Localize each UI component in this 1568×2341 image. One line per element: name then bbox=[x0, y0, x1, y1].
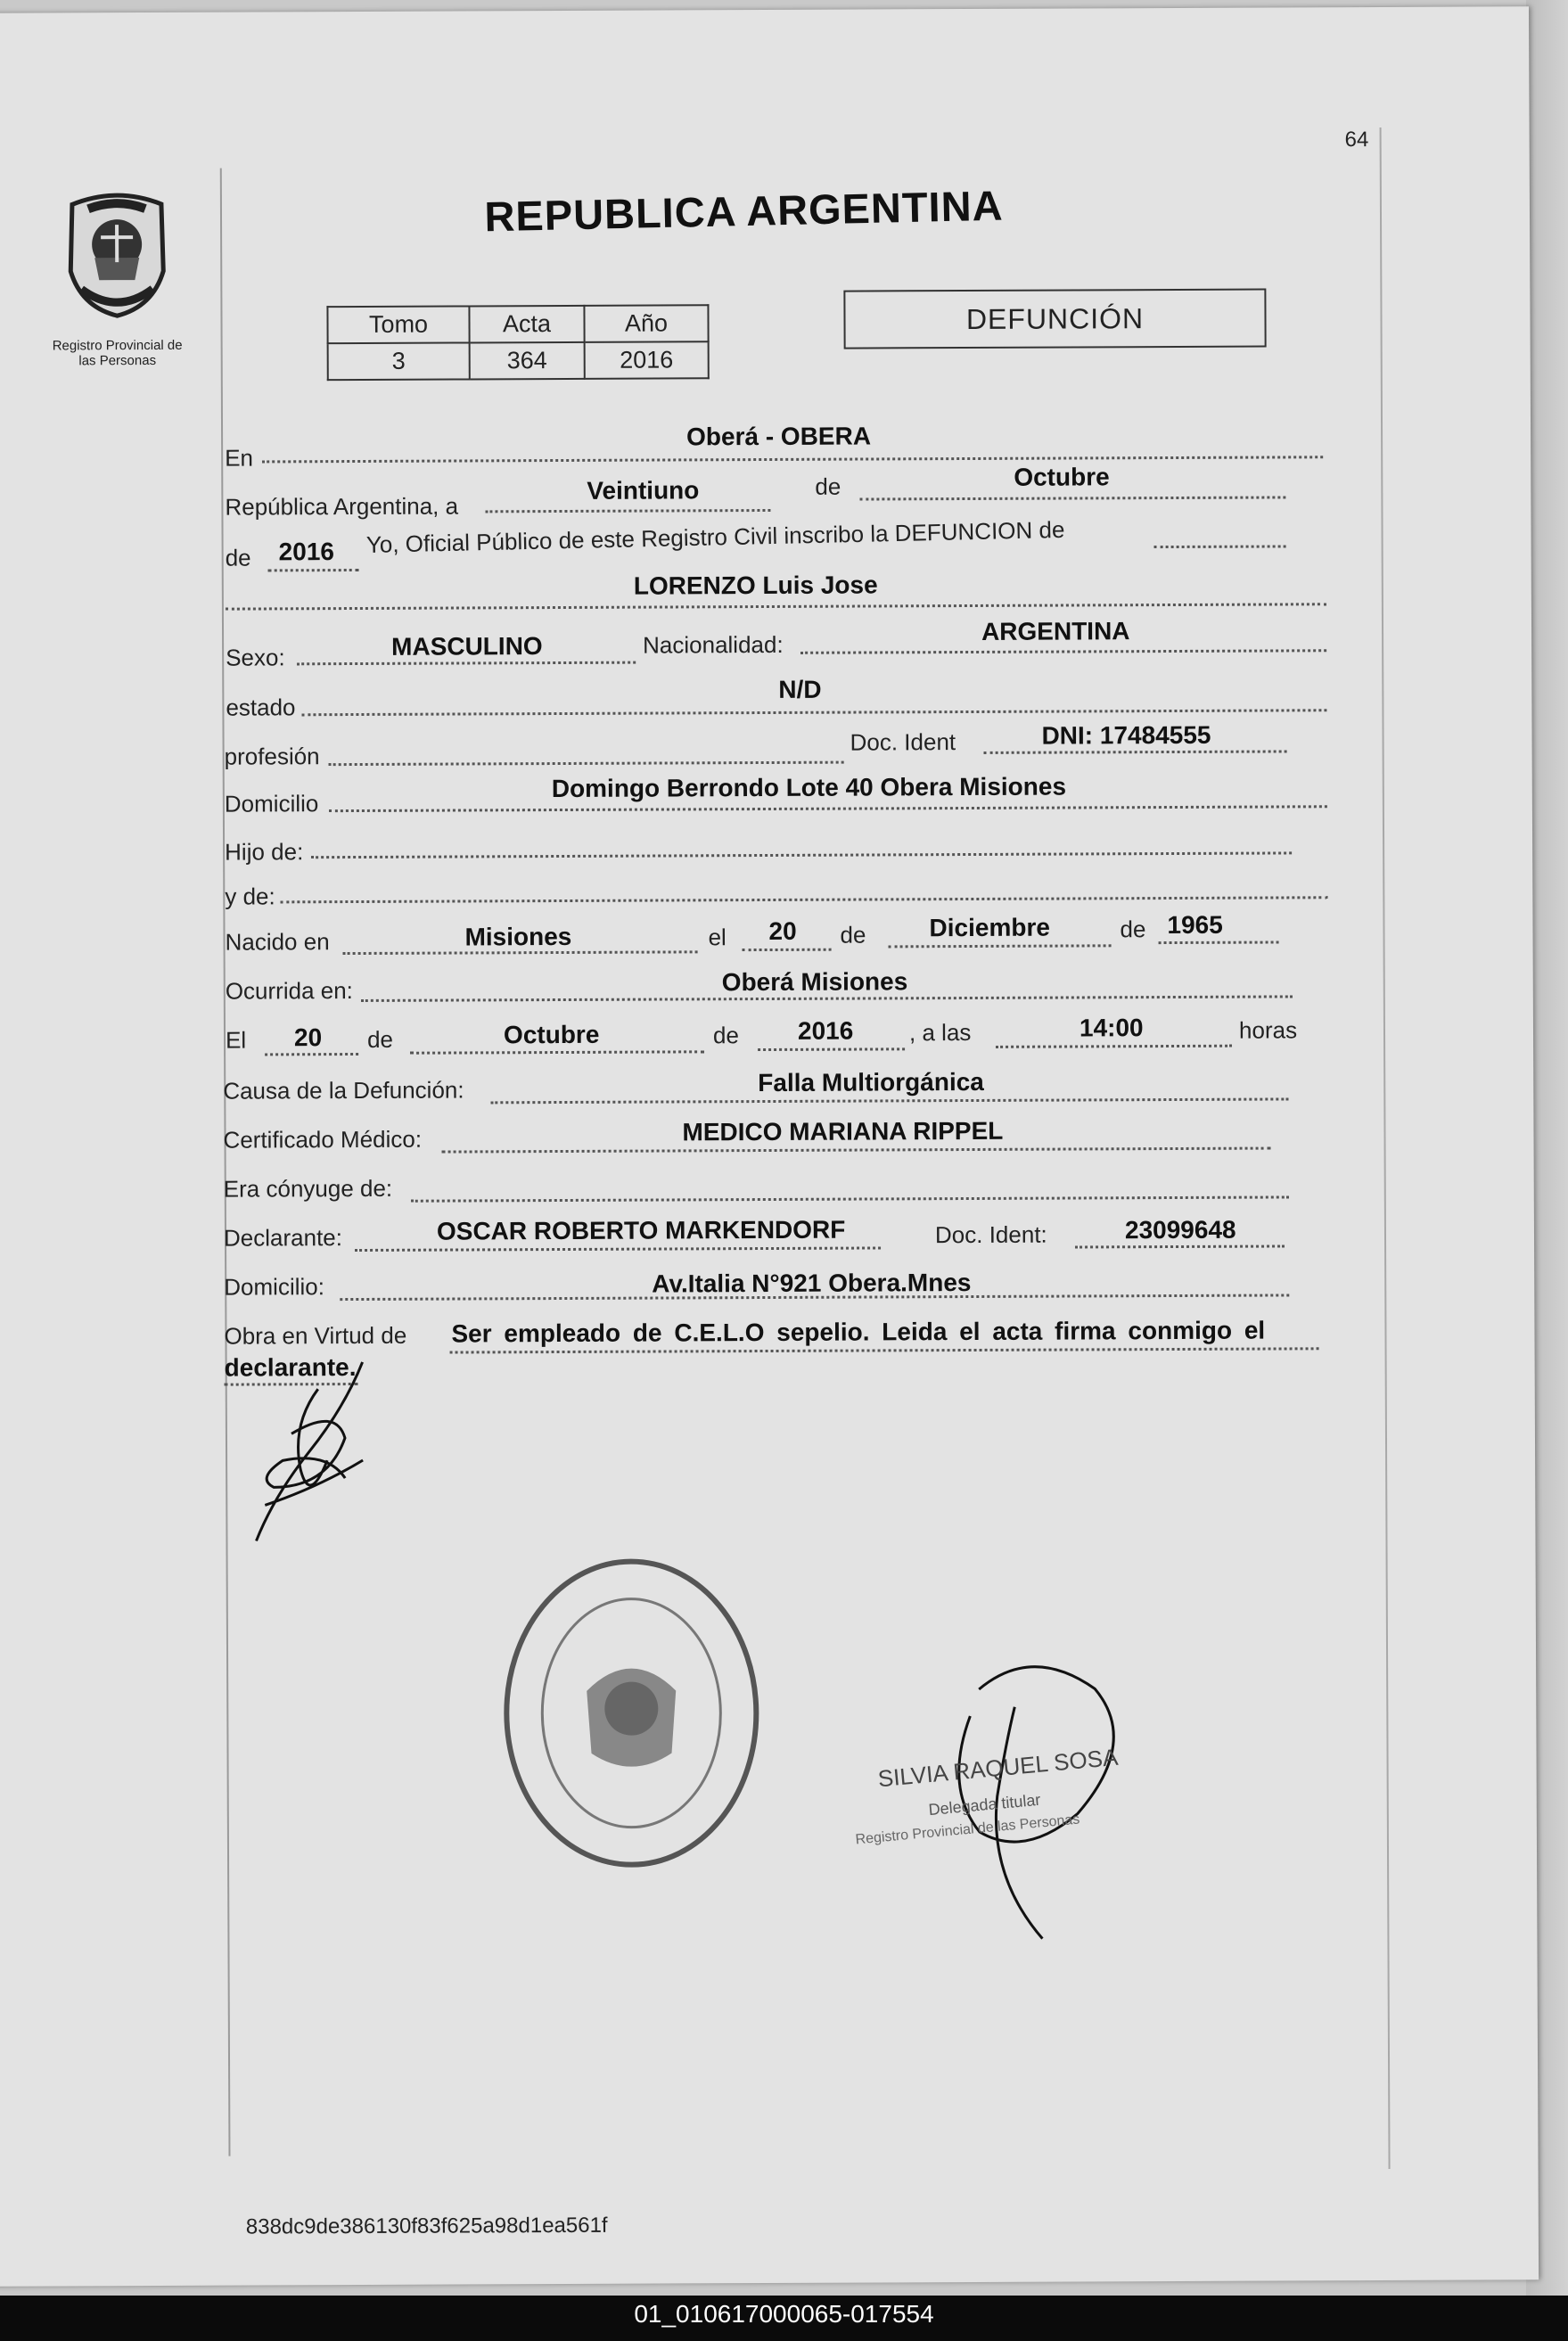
dotted-line bbox=[859, 496, 1285, 500]
by-virtue-line1: Ser empleado de C.E.L.O sepelio. Leida el acta firma conmigo el bbox=[451, 1316, 1266, 1348]
declarant-doc-value: 23099648 bbox=[1124, 1215, 1236, 1244]
label-certificado: Certificado Médico: bbox=[223, 1125, 423, 1154]
death-day-value: 20 bbox=[293, 1023, 323, 1052]
page-title: REPUBLICA ARGENTINA bbox=[483, 181, 1005, 241]
table-header-ano: Año bbox=[584, 305, 708, 342]
dotted-line bbox=[1075, 1244, 1285, 1248]
label-el-death: El bbox=[225, 1026, 247, 1054]
register-table-row bbox=[328, 341, 709, 380]
label-de-birth-2: de bbox=[1120, 916, 1146, 943]
day-words-value: Veintiuno bbox=[587, 476, 700, 505]
label-republica: República Argentina, a bbox=[225, 492, 459, 521]
dotted-line bbox=[889, 944, 1112, 948]
label-de-death-1: de bbox=[366, 1025, 394, 1053]
dotted-line bbox=[450, 1347, 1319, 1353]
deceased-name: LORENZO Luis Jose bbox=[633, 571, 878, 600]
label-a-las: , a las bbox=[908, 1018, 972, 1047]
label-de-birth-1: de bbox=[840, 921, 866, 949]
label-doc-ident-declarant: Doc. Ident: bbox=[934, 1220, 1047, 1249]
right-frame-line bbox=[1380, 127, 1391, 2169]
dotted-line bbox=[268, 569, 359, 571]
declarant-value: OSCAR ROBERTO MARKENDORF bbox=[436, 1215, 846, 1245]
death-year-value: 2016 bbox=[797, 1016, 854, 1045]
seal-icon bbox=[488, 1548, 776, 1878]
dotted-line bbox=[311, 851, 1292, 858]
label-sexo: Sexo: bbox=[226, 644, 285, 671]
dotted-line bbox=[355, 1246, 881, 1252]
document-hash: 838dc9de386130f83f625a98d1ea561f bbox=[245, 2213, 608, 2239]
label-de: de bbox=[815, 472, 841, 500]
label-nacido-en: Nacido en bbox=[225, 928, 330, 956]
dotted-line bbox=[758, 1047, 905, 1051]
dotted-line bbox=[262, 456, 1323, 463]
register-table-header bbox=[327, 305, 708, 343]
registrar-name: SILVIA RAQUEL SOSA bbox=[876, 1743, 1120, 1793]
table-header-acta: Acta bbox=[469, 306, 584, 343]
scan-id: 01_010617000065-017554 bbox=[634, 2300, 934, 2328]
nationality-value: ARGENTINA bbox=[981, 617, 1130, 645]
dotted-line bbox=[996, 1045, 1232, 1048]
dotted-line bbox=[297, 661, 636, 666]
label-causa: Causa de la Defunción: bbox=[223, 1076, 464, 1105]
dotted-line bbox=[984, 750, 1287, 753]
dotted-line bbox=[329, 805, 1327, 812]
signature-icon bbox=[238, 1353, 390, 1550]
label-conyuge: Era cónyuge de: bbox=[223, 1174, 393, 1203]
label-hijo-de: Hijo de: bbox=[225, 838, 304, 866]
death-time-value: 14:00 bbox=[1079, 1014, 1144, 1042]
label-profesion: profesión bbox=[224, 743, 320, 770]
sex-value: MASCULINO bbox=[391, 632, 543, 661]
birth-year-value: 1965 bbox=[1167, 910, 1223, 940]
dotted-line bbox=[343, 950, 698, 955]
birth-day-value: 20 bbox=[768, 916, 797, 945]
label-declarante: Declarante: bbox=[223, 1224, 343, 1252]
registry-line1: Registro Provincial de bbox=[52, 337, 183, 354]
cause-value: Falla Multiorgánica bbox=[758, 1067, 984, 1097]
label-en: En bbox=[225, 444, 254, 472]
acta-value: 364 bbox=[470, 342, 585, 380]
birth-place-value: Misiones bbox=[464, 922, 572, 951]
year-value: 2016 bbox=[278, 538, 335, 566]
civil-status-value: N/D bbox=[778, 675, 822, 703]
label-doc-ident: Doc. Ident bbox=[850, 728, 956, 756]
label-el: el bbox=[708, 924, 727, 951]
declaration-text: Yo, Oficial Público de este Registro Civil inscribo la DEFUNCION de bbox=[365, 515, 1065, 558]
registrar-title: Delegada titular bbox=[927, 1790, 1042, 1819]
label-ocurrida-en: Ocurrida en: bbox=[225, 977, 353, 1005]
register-table bbox=[326, 304, 709, 381]
label-nacionalidad: Nacionalidad: bbox=[643, 630, 784, 659]
label-obra-en-virtud: Obra en Virtud de bbox=[224, 1321, 407, 1350]
certificate-sheet bbox=[0, 6, 1539, 2287]
record-type-box: DEFUNCIÓN bbox=[843, 289, 1266, 349]
label-horas: horas bbox=[1238, 1016, 1298, 1044]
occurred-value: Oberá Misiones bbox=[721, 967, 908, 997]
dotted-line bbox=[442, 1147, 1271, 1154]
page-number: 64 bbox=[1344, 127, 1369, 152]
dotted-line bbox=[226, 603, 1326, 610]
month-value: Octubre bbox=[1014, 463, 1110, 491]
dotted-line bbox=[265, 1053, 358, 1056]
registry-line2: las Personas bbox=[78, 352, 157, 369]
official-seal bbox=[488, 1548, 776, 1878]
doc-value: DNI: 17484555 bbox=[1041, 720, 1211, 750]
emblem-icon bbox=[45, 182, 189, 325]
certificate-value: MEDICO MARIANA RIPPEL bbox=[682, 1116, 1004, 1146]
address-value: Domingo Berrondo Lote 40 Obera Misiones bbox=[551, 772, 1067, 803]
label-de-year: de bbox=[225, 544, 251, 571]
label-y-de: y de: bbox=[225, 883, 275, 910]
dotted-line bbox=[800, 649, 1326, 654]
dotted-line bbox=[485, 509, 770, 513]
registry-caption bbox=[29, 338, 207, 369]
dotted-line bbox=[743, 949, 832, 951]
tomo-value: 3 bbox=[328, 342, 470, 380]
province-emblem bbox=[45, 182, 189, 325]
declarant-signature bbox=[238, 1353, 390, 1550]
death-month-value: Octubre bbox=[503, 1020, 600, 1049]
by-virtue-line2: declarante. bbox=[224, 1353, 357, 1382]
dotted-line bbox=[280, 896, 1327, 903]
birth-month-value: Diciembre bbox=[929, 913, 1050, 942]
declarant-address-value: Av.Italia N°921 Obera.Mnes bbox=[652, 1268, 972, 1298]
place-value: Oberá - OBERA bbox=[686, 422, 872, 451]
dotted-line bbox=[411, 1195, 1289, 1202]
ano-value: 2016 bbox=[585, 341, 709, 379]
label-de-death-2: de bbox=[712, 1022, 739, 1049]
registrar-office: Registro Provincial de las Personas bbox=[854, 1811, 1080, 1848]
dotted-line bbox=[329, 761, 844, 767]
dotted-line bbox=[301, 709, 1326, 716]
table-header-tomo: Tomo bbox=[327, 306, 469, 343]
dotted-line bbox=[1159, 941, 1279, 944]
dotted-line bbox=[410, 1050, 704, 1054]
label-domicilio-declarant: Domicilio: bbox=[224, 1273, 324, 1301]
label-estado: estado bbox=[226, 694, 296, 721]
dotted-line bbox=[490, 1097, 1288, 1104]
dotted-line bbox=[1154, 545, 1286, 548]
label-domicilio: Domicilio bbox=[224, 790, 319, 817]
